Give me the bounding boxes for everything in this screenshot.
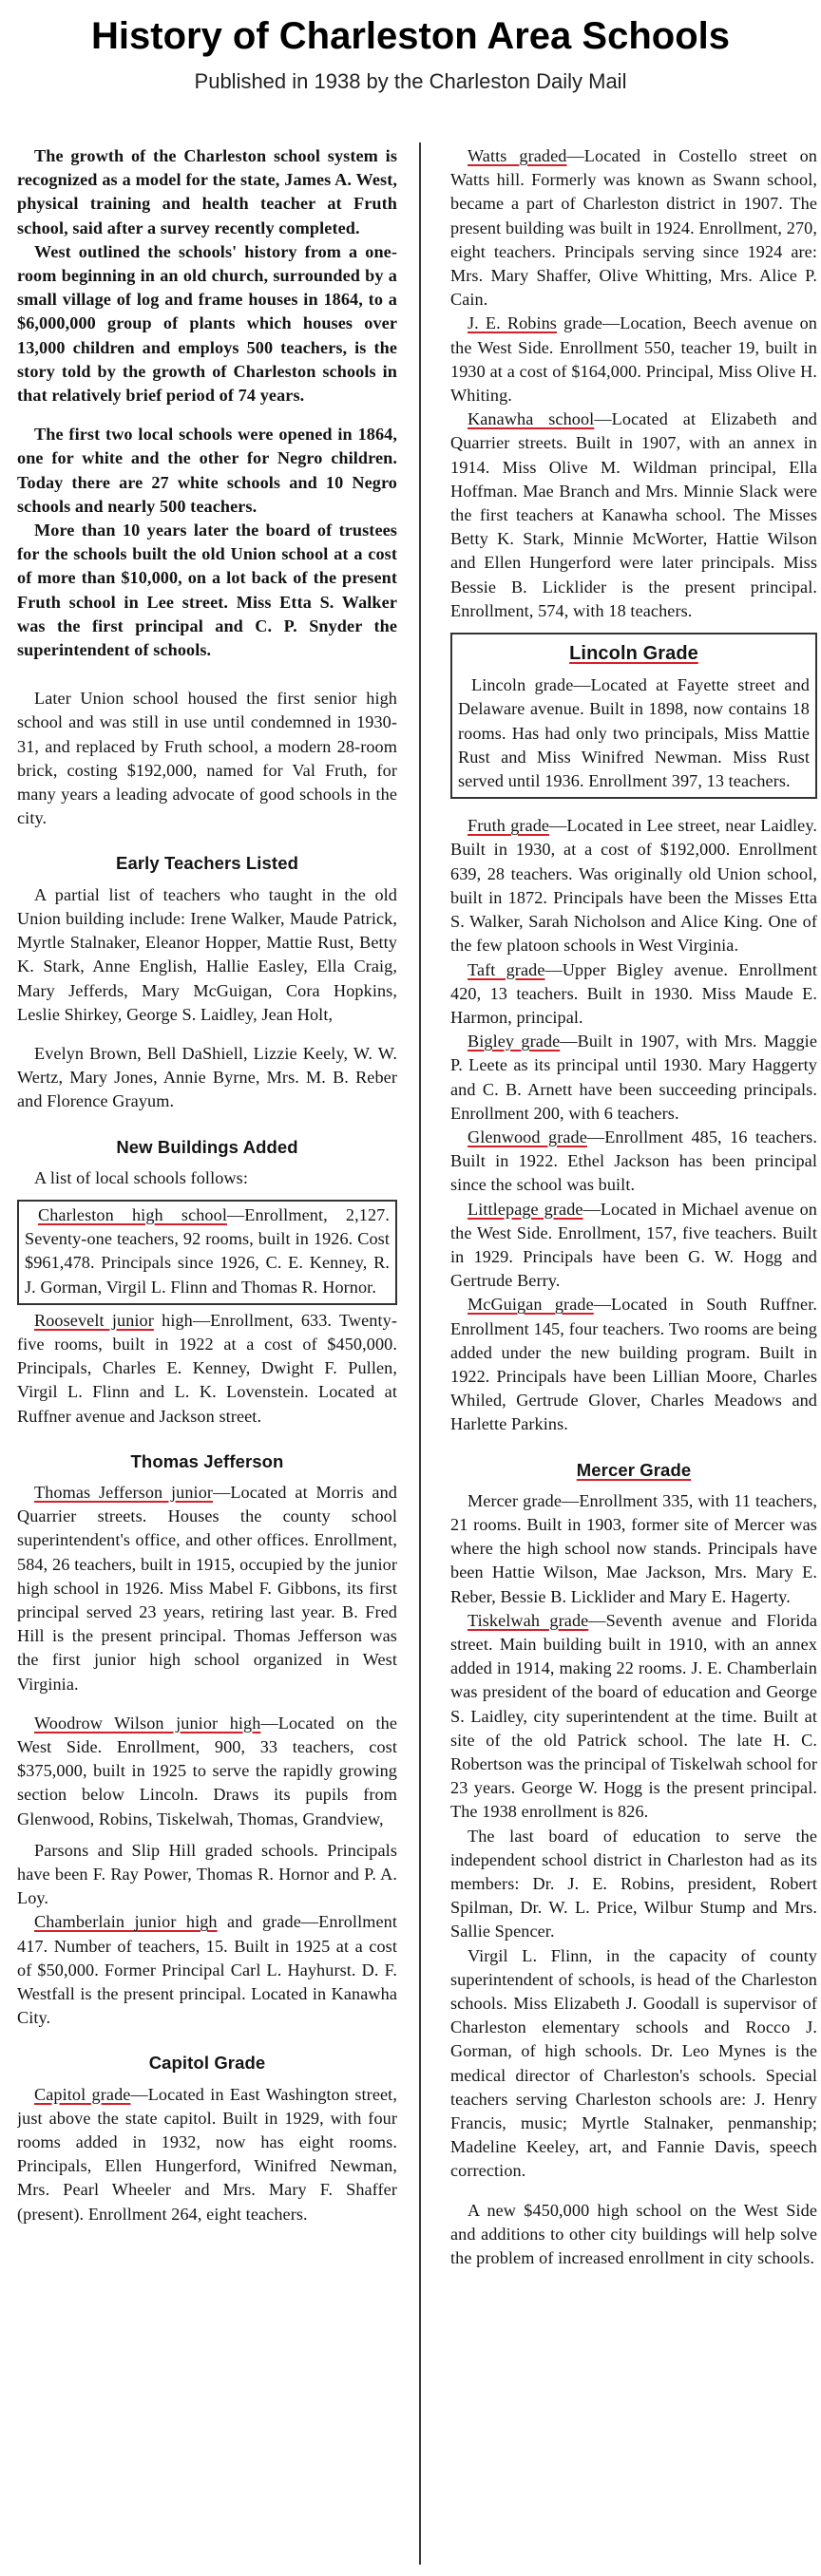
school-entry — [450, 312, 817, 407]
left-column — [17, 144, 397, 2567]
school-entry — [450, 958, 817, 1031]
school-name: Kanawha school — [468, 409, 595, 429]
school-name: Chamberlain junior high — [34, 1912, 218, 1932]
teachers-list-continued: Evelyn Brown, Bell DaShiell, Lizzie Keely, W. W. Wertz, Mary Jones, Annie Byrne, Mrs. M. B. Reber and Florence Grayum. — [17, 1043, 397, 1111]
school-name: Glenwood grade — [468, 1127, 587, 1146]
school-entry — [450, 1198, 817, 1294]
school-entry — [450, 1126, 817, 1198]
lincoln-grade-text: Lincoln grade—Located at Fayette street and Delaware avenue. Built in 1898, now contains 18 rooms. Has had only two principals, Miss Mattie Rust and Miss Winifred Newman. Miss Rust served until 1936. Enrollment 397, 13 teachers. — [458, 675, 810, 791]
board-paragraph: The last board of education to serve the independent school district in Charleston had as its members: Dr. J. E. Robins, president, Robert Spilman, Dr. W. L. Price, Wilbur Stump and Mrs. Sallie Spencer. — [450, 1826, 817, 1941]
school-details: —Located on the West Side. Enrollment, 900, 33 teachers, cost $375,000, built in 1925 to serve the rapidly growing section below Lincoln. Draws its pupils from Glenwood, Robins, Tiskelwah, Thomas, Grandview, — [17, 1713, 397, 1828]
school-name: Woodrow Wilson junior high — [34, 1713, 261, 1733]
school-details: —Upper Bigley avenue. Enrollment 420, 13 teachers. Built in 1930. Miss Maude E. Harmon, principal. — [450, 959, 817, 1027]
mercer-grade-heading: Mercer Grade — [576, 1459, 692, 1480]
right-column — [450, 144, 817, 2567]
school-name: Roosevelt junior — [34, 1310, 154, 1330]
school-name: Bigley grade — [468, 1032, 561, 1051]
school-entry — [450, 814, 817, 957]
intro-paragraph: The growth of the Charleston school system is recognized as a model for the state, James A. West, physical training and health teacher at Fruth school, said after a survey recently completed. — [17, 146, 397, 237]
school-name: J. E. Robins — [468, 313, 557, 333]
teachers-list-paragraph: A partial list of teachers who taught in the old Union building include: Irene Walker, Maude Patrick, Myrtle Stalnaker, Eleanor Hopper, Mattie Rust, Betty K. Stark, Anne English, Hallie Easley, Ella Craig, Mary Jefferds, Mary McGuigan, Cora Hopkins, Leslie Shirkey, George S. Laidley, Jean Holt, — [17, 884, 397, 1024]
page-title: History of Charleston Area Schools — [91, 15, 730, 57]
school-details: high—Enrollment, 633. Twenty-five rooms, built in 1922 at a cost of $450,000. Principals, Charles E. Kenney, Dwight F. Pullen, Virgil L. Flinn and L. K. Lovenstein. Located at Ruffner avenue and Jackson street. — [17, 1310, 397, 1426]
school-details: —Enrollment, 2,127. Seventy-one teachers, 92 rooms, built in 1926. Cost $961,478. Principals since 1926, C. E. Kenney, R. J. Gorman, Virgil L. Flinn and Thomas R. Hornor. — [25, 1204, 390, 1297]
school-entry — [17, 1712, 397, 1831]
school-name: Capitol grade — [34, 2084, 131, 2104]
school-details: —Located at Morris and Quarrier streets. Houses the county school superintendent's office, and other offices. Enrollment, 584, 26 teachers, built in 1915, occupied by the junior high school in 1926. Miss Mabel F. Gibbons, its first principal served 23 years, retiring last year. B. Fred Hill is the present principal. Thomas Jefferson was the first junior high school organized in West Virginia. — [17, 1482, 397, 1694]
history-paragraph: West outlined the schools' history from a one-room beginning in an old church, surrounded by a small village of log and frame houses in 1864, to a $6,000,000 group of plants which houses over 13,000 children and employs 500 teachers, is the story told by the growth of Charleston schools in that relatively brief period of 74 years. — [17, 241, 397, 406]
lincoln-grade-box — [450, 633, 817, 799]
new-buildings-heading: New Buildings Added — [116, 1136, 298, 1157]
school-name: McGuigan grade — [468, 1295, 594, 1315]
school-name: Fruth grade — [468, 816, 550, 836]
schools-intro: A list of local schools follows: — [34, 1167, 248, 1187]
capitol-grade-heading: Capitol Grade — [148, 2053, 266, 2074]
mercer-grade-text: Mercer grade—Enrollment 335, with 11 teachers, 21 rooms. Built in 1903, former site of Mercer was where the high school now stands. Principals have been Hattie Wilson, Mae Jackson, Mrs. Mary E. Reber, Bessie B. Licklider and Mary E. Hagerty. — [450, 1490, 817, 1606]
school-details: grade—Location, Beech avenue on the West Side. Enrollment 550, teacher 19, built in 1930 at a cost of $164,000. Principal, Miss Olive H. Whiting. — [450, 313, 817, 406]
school-entry — [450, 407, 817, 623]
school-entry — [17, 1481, 397, 1696]
first-schools-paragraph: The first two local schools were opened in 1864, one for white and the other for Negro children. Today there are 27 white schools and 10 Negro schools and nearly 500 teachers. — [17, 425, 397, 516]
column-divider — [419, 142, 421, 2565]
superintendent-paragraph: Virgil L. Flinn, in the capacity of county superintendent of schools, is head of the Charleston schools. Miss Elizabeth J. Goodall is supervisor of Charleston elementary schools and Rocco J. Gorman, of high schools. Dr. Leo Mynes is the medical director of Charleston's schools. Special teachers serving Charleston schools are: J. Henry Francis, music; Myrtle Stalnaker, penmanship; Madeline Keeley, art, and Fannie Davis, speech correction. — [450, 1945, 817, 2181]
union-school-paragraph: More than 10 years later the board of trustees for the schools built the old Union school at a cost of more than $10,000, on a lot back of the present Fruth school in Lee street. Miss Etta S. Walker was the first principal and C. P. Snyder the superintendent of schools. — [17, 521, 397, 660]
school-details: —Built in 1907, with Mrs. Maggie P. Leete as its principal until 1930. Mary Haggerty and C. B. Arnett have been succeeding principals. Enrollment 200, with 6 teachers. — [450, 1032, 817, 1123]
thomas-jefferson-heading: Thomas Jefferson — [130, 1450, 284, 1471]
school-entry-continued: Parsons and Slip Hill graded schools. Principals have been F. Ray Power, Thomas R. Hornor and P. A. Loy. — [17, 1840, 397, 1908]
new-high-school-paragraph: A new $450,000 high school on the West Side and additions to other city buildings will help solve the problem of increased enrollment in city schools. — [450, 2200, 817, 2268]
school-name: Watts graded — [468, 146, 567, 165]
school-entry — [17, 1200, 397, 1305]
school-name: Thomas Jefferson junior — [34, 1482, 214, 1502]
school-name: Tiskelwah grade — [468, 1610, 589, 1630]
school-entry — [17, 2083, 397, 2226]
school-entry — [450, 1030, 817, 1126]
school-details: —Located in Lee street, near Laidley. Built in 1930, at a cost of $192,000. Enrollment 639, 28 teachers. Was originally old Union school, built in 1872. Principals have been the Misses Etta S. Walker, Sarah Nicholson and Alice King. One of the few platoon schools in West Virginia. — [450, 816, 817, 956]
school-details: —Enrollment 485, 16 teachers. Built in 1922. Ethel Jackson has been principal since the school was built. — [450, 1127, 817, 1195]
school-entry — [450, 1293, 817, 1436]
school-details: —Seventh avenue and Florida street. Main building built in 1910, with an annex added in 1914, making 22 rooms. J. E. Chamberlain was president of the board of education and George S. Laidley, city superintendent at the time. Built at site of the old Patrick school. The late H. C. Robertson was the principal of Tiskelwah school for 23 years. George W. Hogg is the present principal. The 1938 enrollment is 826. — [450, 1610, 817, 1822]
school-entry — [17, 1910, 397, 2030]
school-entry — [450, 1609, 817, 1825]
school-name: Littlepage grade — [468, 1199, 583, 1219]
early-teachers-heading: Early Teachers Listed — [116, 853, 298, 874]
lincoln-grade-heading: Lincoln Grade — [569, 643, 698, 665]
school-entry-text — [25, 1203, 390, 1299]
school-details: —Located in South Ruffner. Enrollment 145, four teachers. Two rooms are being added under the new building program. Built in 1922. Principals have been Lillian Moore, Charles Whiled, Gertrude Glover, Charles Meadows and Harlette Parkins. — [450, 1295, 817, 1434]
school-details: —Located in Michael avenue on the West Side. Enrollment, 157, five teachers. Built in 1929. Principals have been G. W. Hogg and Gertrude Berry. — [450, 1199, 817, 1291]
school-entry — [17, 1309, 397, 1429]
school-details: —Located in East Washington street, just above the state capitol. Built in 1929, with four rooms added in 1932, now has eight rooms. Principals, Ellen Hungerford, Winifred Newman, Mrs. Pearl Wheeler and Mrs. Mary F. Shaffer (present). Enrollment 264, eight teachers. — [17, 2084, 397, 2224]
page-header — [0, 0, 821, 95]
school-details: —Located at Elizabeth and Quarrier streets. Built in 1907, with an annex in 1914. Miss Olive M. Wildman principal, Ella Hoffman. Mae Branch and Mrs. Minnie Slack were the first teachers at Kanawha school. The Misses Betty K. Stark, Minnie McWorter, Hattie Wilson and Ellen Hungerford were later principals. Miss Bessie B. Licklider is the present principal. Enrollment, 574, with 18 teachers. — [450, 409, 817, 620]
later-union-paragraph: Later Union school housed the first senior high school and was still in use until condemned in 1930-31, and replaced by Fruth school, a modern 28-room brick, costing $192,000, named for Val Fruth, for many years a leading advocate of good schools in the city. — [17, 689, 397, 828]
school-name: Charleston high school — [38, 1204, 227, 1224]
page-subtitle: Published in 1938 by the Charleston Daily Mail — [194, 69, 627, 93]
school-name: Taft grade — [468, 959, 545, 979]
school-details: and grade—Enrollment 417. Number of teachers, 15. Built in 1925 at a cost of $50,000. Former Principal Carl L. Hayhurst. D. F. Westfall is the present principal. Located in Kanawha City. — [17, 1912, 397, 2028]
school-entry — [450, 144, 817, 312]
school-details: —Located in Costello street on Watts hill. Formerly was known as Swann school, became a part of Charleston district in 1907. The present building was built in 1924. Enrollment, 270, eight teachers. Principals serving since 1924 are: Mrs. Mary Shaffer, Olive Whitting, Mrs. Alice P. Cain. — [450, 146, 817, 310]
